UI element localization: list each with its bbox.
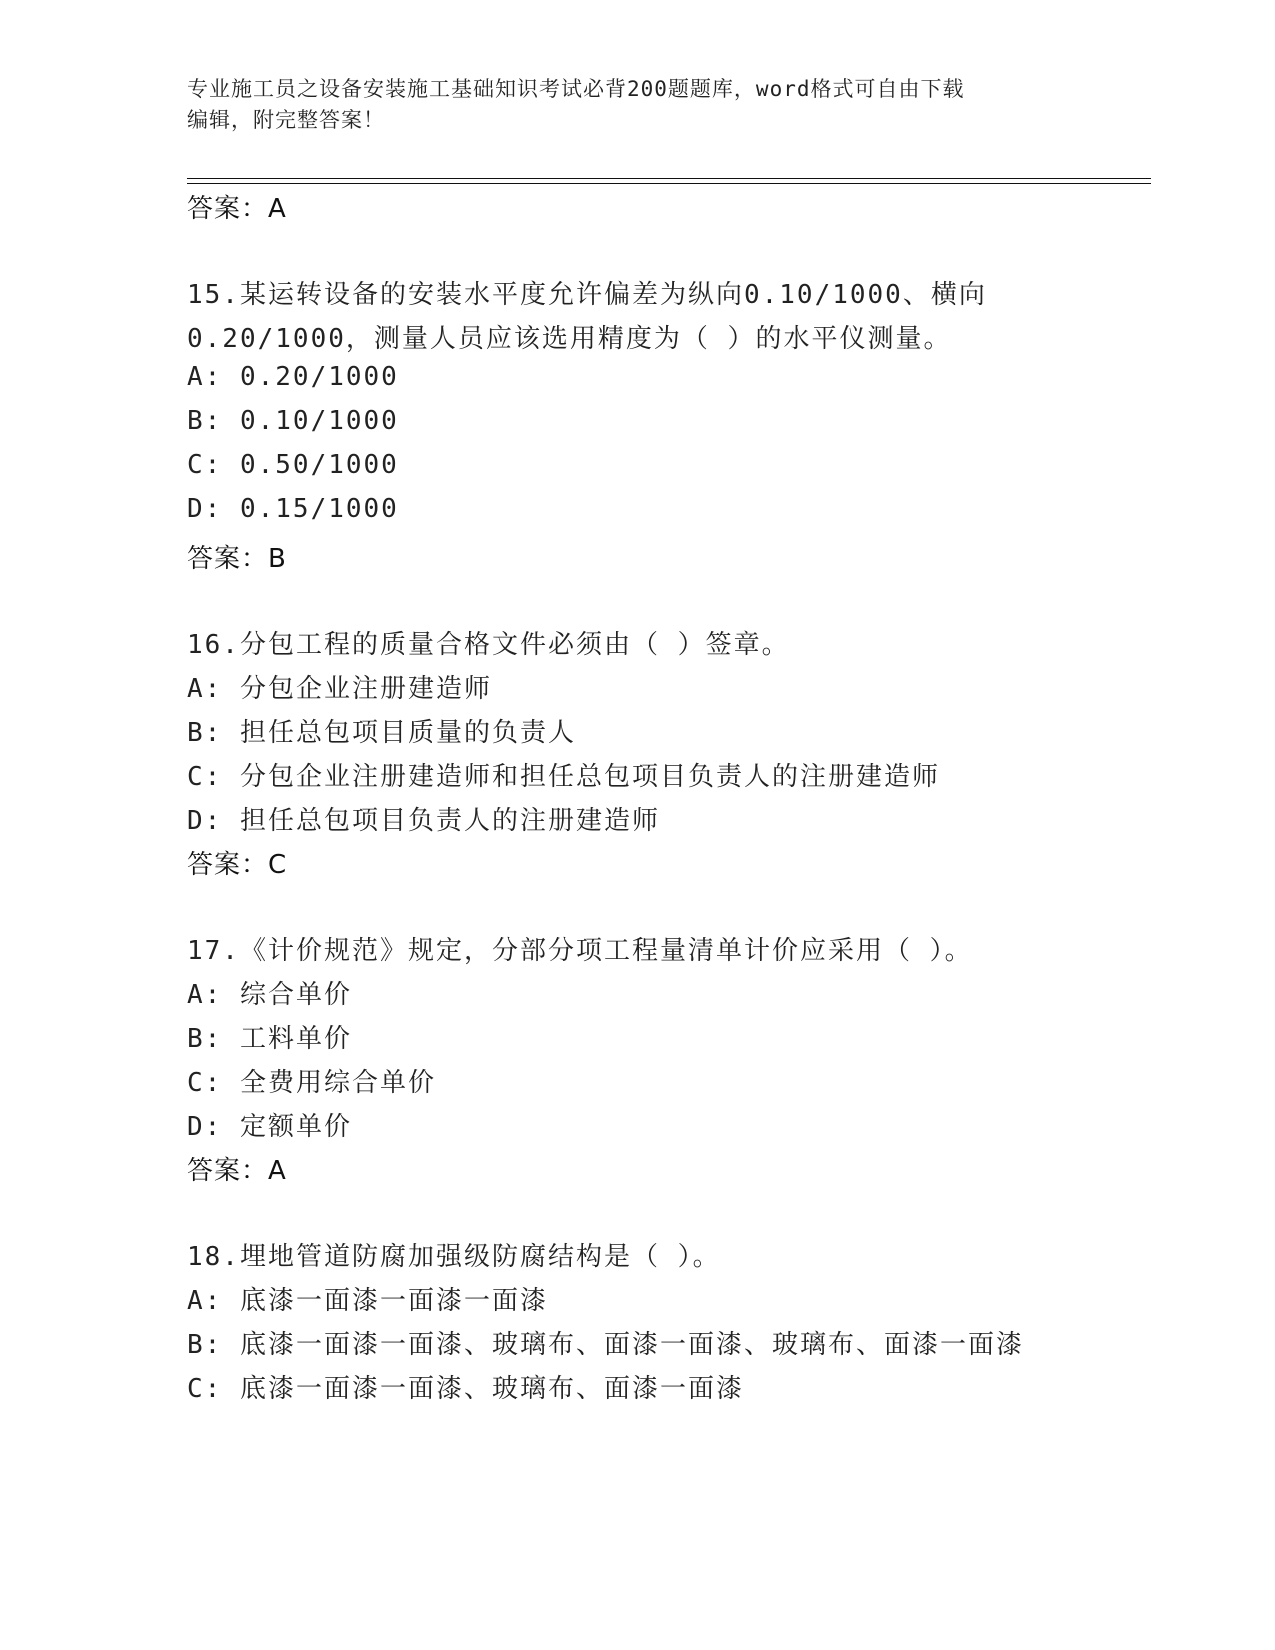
question-stem: 0.20/1000，测量人员应该选用精度为（ ）的水平仪测量。 (187, 324, 952, 354)
answer-line: 答案：B (187, 544, 287, 574)
option-d: D: 0.15/1000 (187, 494, 399, 524)
option-c: C: 分包企业注册建造师和担任总包项目负责人的注册建造师 (187, 762, 940, 792)
option-a: A: 综合单价 (187, 980, 352, 1010)
question-stem: 18.埋地管道防腐加强级防腐结构是（ ）。 (187, 1242, 721, 1272)
header-title-line-2: 编辑，附完整答案！ (187, 108, 385, 132)
option-a: A: 分包企业注册建造师 (187, 674, 492, 704)
header-title-line-1: 专业施工员之设备安装施工基础知识考试必背200题题库，word格式可自由下载 (187, 77, 965, 101)
option-a: A: 底漆一面漆一面漆一面漆 (187, 1286, 548, 1316)
question-stem: 17.《计价规范》规定，分部分项工程量清单计价应采用（ ）。 (187, 936, 973, 966)
question-stem: 16.分包工程的质量合格文件必须由（ ）签章。 (187, 630, 790, 660)
option-c: C: 0.50/1000 (187, 450, 399, 480)
option-d: D: 定额单价 (187, 1112, 352, 1142)
answer-line: 答案：A (187, 1156, 287, 1186)
option-c: C: 全费用综合单价 (187, 1068, 436, 1098)
option-c: C: 底漆一面漆一面漆、玻璃布、面漆一面漆 (187, 1374, 744, 1404)
option-a: A: 0.20/1000 (187, 362, 399, 392)
option-b: B: 底漆一面漆一面漆、玻璃布、面漆一面漆、玻璃布、面漆一面漆 (187, 1330, 1024, 1360)
option-b: B: 担任总包项目质量的负责人 (187, 718, 576, 748)
answer-line: 答案：A (187, 194, 287, 224)
option-b: B: 工料单价 (187, 1024, 352, 1054)
document-header (187, 74, 1087, 136)
option-d: D: 担任总包项目负责人的注册建造师 (187, 806, 660, 836)
header-divider-bottom (187, 183, 1151, 184)
header-divider-top (187, 178, 1151, 179)
answer-line: 答案：C (187, 850, 288, 880)
question-stem: 15.某运转设备的安装水平度允许偏差为纵向0.10/1000、横向 (187, 280, 987, 310)
option-b: B: 0.10/1000 (187, 406, 399, 436)
